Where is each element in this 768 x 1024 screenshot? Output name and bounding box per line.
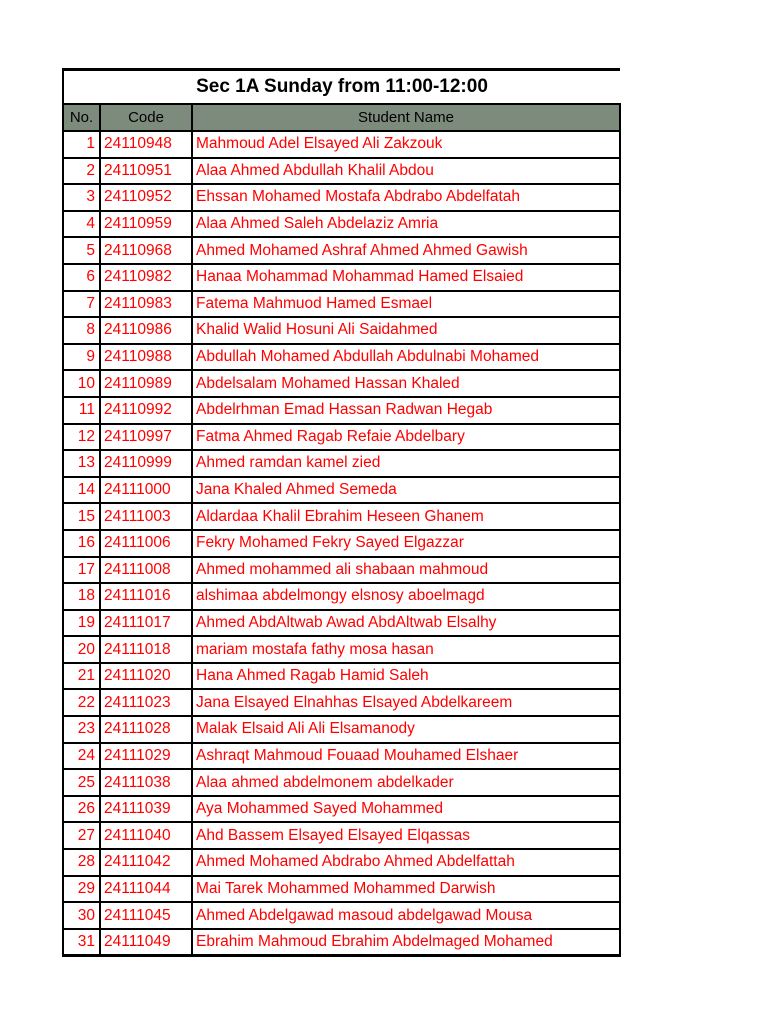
student-code: 24111044 [100, 876, 192, 903]
row-number: 28 [63, 849, 100, 876]
student-name: Jana Elsayed Elnahhas Elsayed Abdelkareem [192, 689, 620, 716]
table-row [63, 849, 620, 876]
student-code: 24110989 [100, 370, 192, 397]
row-number: 29 [63, 876, 100, 903]
student-name: Jana Khaled Ahmed Semeda [192, 477, 620, 504]
header-row [63, 104, 620, 131]
student-code: 24111016 [100, 583, 192, 610]
column-header-name: Student Name [192, 104, 620, 131]
student-name: Abdelsalam Mohamed Hassan Khaled [192, 370, 620, 397]
student-name: Aldardaa Khalil Ebrahim Heseen Ghanem [192, 503, 620, 530]
student-code: 24111006 [100, 530, 192, 557]
table-row [63, 158, 620, 185]
row-number: 7 [63, 291, 100, 318]
table-row [63, 317, 620, 344]
row-number: 23 [63, 716, 100, 743]
section-title: Sec 1A Sunday from 11:00-12:00 [63, 70, 620, 105]
student-name: Ahmed mohammed ali shabaan mahmoud [192, 557, 620, 584]
student-code: 24111040 [100, 822, 192, 849]
table-row [63, 503, 620, 530]
student-name: Alaa Ahmed Abdullah Khalil Abdou [192, 158, 620, 185]
student-code: 24111049 [100, 929, 192, 956]
row-number: 26 [63, 796, 100, 823]
student-name: Ashraqt Mahmoud Fouaad Mouhamed Elshaer [192, 743, 620, 770]
student-name: Ahd Bassem Elsayed Elsayed Elqassas [192, 822, 620, 849]
table-row [63, 743, 620, 770]
student-code: 24110983 [100, 291, 192, 318]
student-code: 24111020 [100, 663, 192, 690]
student-name: Fatma Ahmed Ragab Refaie Abdelbary [192, 424, 620, 451]
student-code: 24110952 [100, 184, 192, 211]
row-number: 22 [63, 689, 100, 716]
student-table [62, 68, 621, 957]
row-number: 2 [63, 158, 100, 185]
row-number: 24 [63, 743, 100, 770]
row-number: 14 [63, 477, 100, 504]
student-name: Ehssan Mohamed Mostafa Abdrabo Abdelfatah [192, 184, 620, 211]
row-number: 21 [63, 663, 100, 690]
student-name: Alaa Ahmed Saleh Abdelaziz Amria [192, 211, 620, 238]
row-number: 9 [63, 344, 100, 371]
student-code: 24110997 [100, 424, 192, 451]
row-number: 19 [63, 610, 100, 637]
student-name: Mai Tarek Mohammed Mohammed Darwish [192, 876, 620, 903]
row-number: 4 [63, 211, 100, 238]
table-row [63, 450, 620, 477]
table-row [63, 397, 620, 424]
table-row [63, 610, 620, 637]
student-code: 24110999 [100, 450, 192, 477]
table-row [63, 211, 620, 238]
student-code: 24111029 [100, 743, 192, 770]
table-row [63, 344, 620, 371]
student-name: Ahmed ramdan kamel zied [192, 450, 620, 477]
table-row [63, 796, 620, 823]
spreadsheet [62, 68, 619, 957]
student-code: 24111000 [100, 477, 192, 504]
student-name: Malak Elsaid Ali Ali Elsamanody [192, 716, 620, 743]
table-row [63, 716, 620, 743]
row-number: 5 [63, 237, 100, 264]
student-code: 24111045 [100, 902, 192, 929]
table-row [63, 583, 620, 610]
table-row [63, 557, 620, 584]
table-row [63, 264, 620, 291]
student-name: Mahmoud Adel Elsayed Ali Zakzouk [192, 131, 620, 158]
student-name: Ebrahim Mahmoud Ebrahim Abdelmaged Mohamed [192, 929, 620, 956]
student-code: 24111008 [100, 557, 192, 584]
table-row [63, 131, 620, 158]
row-number: 1 [63, 131, 100, 158]
table-row [63, 769, 620, 796]
table-row [63, 902, 620, 929]
table-row [63, 876, 620, 903]
row-number: 31 [63, 929, 100, 956]
column-header-code: Code [100, 104, 192, 131]
student-code: 24110968 [100, 237, 192, 264]
row-number: 17 [63, 557, 100, 584]
student-code: 24111003 [100, 503, 192, 530]
student-code: 24111018 [100, 636, 192, 663]
row-number: 30 [63, 902, 100, 929]
table-row [63, 291, 620, 318]
table-row [63, 477, 620, 504]
table-row [63, 530, 620, 557]
table-row [63, 237, 620, 264]
student-code: 24110992 [100, 397, 192, 424]
student-name: Ahmed AbdAltwab Awad AbdAltwab Elsalhy [192, 610, 620, 637]
table-row [63, 370, 620, 397]
row-number: 3 [63, 184, 100, 211]
table-row [63, 424, 620, 451]
table-body [63, 131, 620, 956]
row-number: 10 [63, 370, 100, 397]
student-code: 24111042 [100, 849, 192, 876]
student-name: mariam mostafa fathy mosa hasan [192, 636, 620, 663]
student-name: Abdullah Mohamed Abdullah Abdulnabi Mohamed [192, 344, 620, 371]
student-name: Hana Ahmed Ragab Hamid Saleh [192, 663, 620, 690]
student-name: Fatema Mahmuod Hamed Esmael [192, 291, 620, 318]
student-name: Ahmed Abdelgawad masoud abdelgawad Mousa [192, 902, 620, 929]
row-number: 6 [63, 264, 100, 291]
student-code: 24110988 [100, 344, 192, 371]
row-number: 25 [63, 769, 100, 796]
student-code: 24111028 [100, 716, 192, 743]
title-row [63, 70, 620, 105]
student-name: alshimaa abdelmongy elsnosy aboelmagd [192, 583, 620, 610]
student-name: Ahmed Mohamed Ashraf Ahmed Ahmed Gawish [192, 237, 620, 264]
student-code: 24110959 [100, 211, 192, 238]
student-code: 24111038 [100, 769, 192, 796]
row-number: 8 [63, 317, 100, 344]
row-number: 16 [63, 530, 100, 557]
table-row [63, 636, 620, 663]
student-name: Hanaa Mohammad Mohammad Hamed Elsaied [192, 264, 620, 291]
row-number: 27 [63, 822, 100, 849]
student-code: 24110982 [100, 264, 192, 291]
student-code: 24111017 [100, 610, 192, 637]
table-row [63, 822, 620, 849]
student-name: Fekry Mohamed Fekry Sayed Elgazzar [192, 530, 620, 557]
table-row [63, 689, 620, 716]
student-code: 24111039 [100, 796, 192, 823]
student-code: 24110948 [100, 131, 192, 158]
student-name: Alaa ahmed abdelmonem abdelkader [192, 769, 620, 796]
table-row [63, 184, 620, 211]
student-name: Abdelrhman Emad Hassan Radwan Hegab [192, 397, 620, 424]
row-number: 13 [63, 450, 100, 477]
student-name: Aya Mohammed Sayed Mohammed [192, 796, 620, 823]
table-row [63, 663, 620, 690]
column-header-no: No. [63, 104, 100, 131]
row-number: 11 [63, 397, 100, 424]
row-number: 18 [63, 583, 100, 610]
student-name: Khalid Walid Hosuni Ali Saidahmed [192, 317, 620, 344]
row-number: 15 [63, 503, 100, 530]
student-name: Ahmed Mohamed Abdrabo Ahmed Abdelfattah [192, 849, 620, 876]
table-row [63, 929, 620, 956]
student-code: 24110986 [100, 317, 192, 344]
row-number: 20 [63, 636, 100, 663]
row-number: 12 [63, 424, 100, 451]
student-code: 24111023 [100, 689, 192, 716]
student-code: 24110951 [100, 158, 192, 185]
